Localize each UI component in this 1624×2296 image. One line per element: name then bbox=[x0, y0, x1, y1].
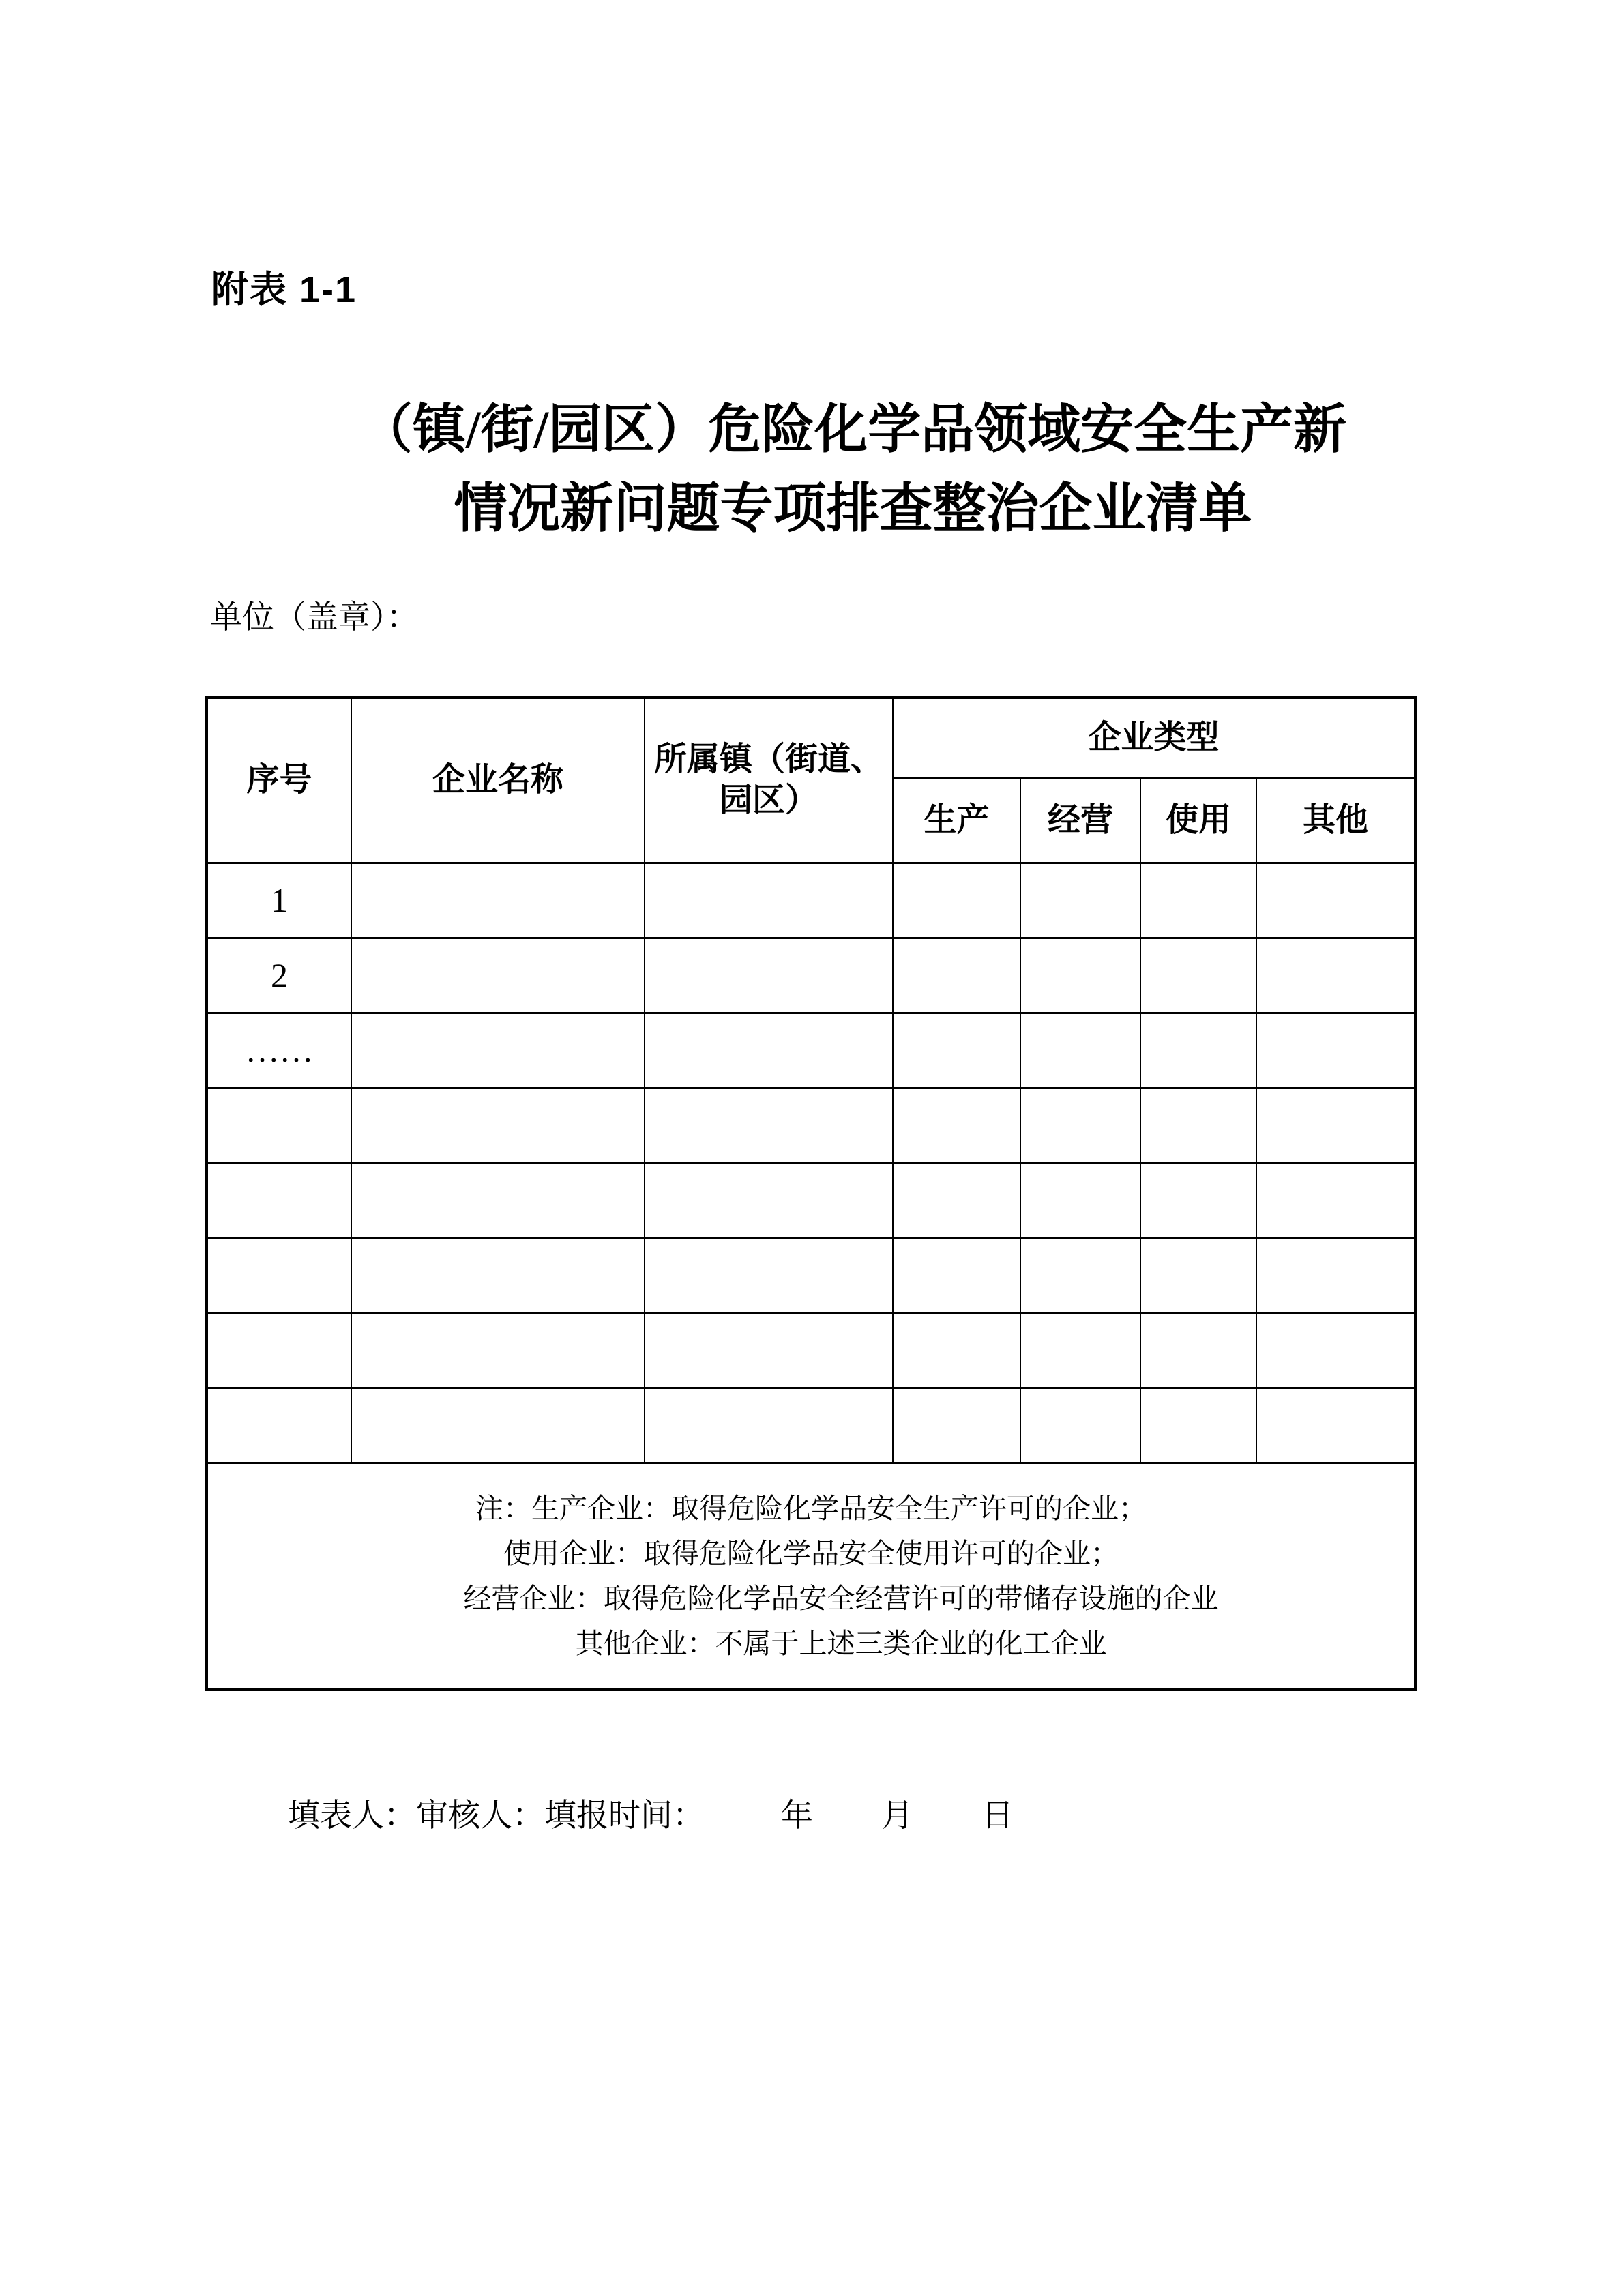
use-cell bbox=[1140, 1238, 1256, 1313]
town-cell bbox=[645, 938, 893, 1013]
use-cell bbox=[1140, 1163, 1256, 1238]
table-row bbox=[207, 1013, 1415, 1088]
operation-cell bbox=[1020, 1313, 1140, 1388]
note-line-3: 经营企业：取得危险化学品安全经营许可的带储存设施的企业 bbox=[463, 1583, 1219, 1615]
other-cell bbox=[1256, 1088, 1415, 1163]
production-cell bbox=[893, 863, 1020, 938]
table-row bbox=[207, 938, 1415, 1013]
table-header-row-1 bbox=[207, 698, 1415, 778]
use-cell bbox=[1140, 1388, 1256, 1463]
header-type-production: 生产 bbox=[893, 778, 1020, 863]
header-type-use: 使用 bbox=[1140, 778, 1256, 863]
use-cell bbox=[1140, 1313, 1256, 1388]
name-cell bbox=[351, 1388, 645, 1463]
note-line-1: 注：生产企业：取得危险化学品安全生产许可的企业； bbox=[475, 1493, 1147, 1525]
town-cell bbox=[645, 1088, 893, 1163]
operation-cell bbox=[1020, 938, 1140, 1013]
production-cell bbox=[893, 938, 1020, 1013]
header-town-line-1: 所属镇（街道、 bbox=[653, 741, 883, 778]
header-enterprise-type: 企业类型 bbox=[893, 698, 1415, 778]
production-cell bbox=[893, 1163, 1020, 1238]
use-cell bbox=[1140, 1013, 1256, 1088]
seq-cell bbox=[207, 1313, 351, 1388]
other-cell bbox=[1256, 1013, 1415, 1088]
table-row bbox=[207, 1238, 1415, 1313]
use-cell bbox=[1140, 938, 1256, 1013]
production-cell bbox=[893, 1013, 1020, 1088]
other-cell bbox=[1256, 1388, 1415, 1463]
header-type-operation: 经营 bbox=[1020, 778, 1140, 863]
operation-cell bbox=[1020, 1088, 1140, 1163]
name-cell bbox=[351, 938, 645, 1013]
title-line-2: 情况新问题专项排查整治企业清单 bbox=[454, 479, 1252, 538]
other-cell bbox=[1256, 1238, 1415, 1313]
town-cell bbox=[645, 1013, 893, 1088]
header-town bbox=[645, 698, 893, 863]
reviewer-label: 审核人： bbox=[416, 1798, 544, 1834]
year-label: 年 bbox=[781, 1798, 813, 1834]
note-line-4: 其他企业：不属于上述三类企业的化工企业 bbox=[575, 1628, 1107, 1660]
name-cell bbox=[351, 1088, 645, 1163]
town-cell bbox=[645, 1238, 893, 1313]
other-cell bbox=[1256, 1163, 1415, 1238]
production-cell bbox=[893, 1088, 1020, 1163]
town-cell bbox=[645, 863, 893, 938]
town-cell bbox=[645, 1313, 893, 1388]
note-row bbox=[207, 1463, 1415, 1690]
table-row bbox=[207, 1088, 1415, 1163]
enterprise-table bbox=[205, 696, 1417, 1691]
production-cell bbox=[893, 1388, 1020, 1463]
table-row bbox=[207, 1388, 1415, 1463]
name-cell bbox=[351, 1163, 645, 1238]
table-row bbox=[207, 1163, 1415, 1238]
seq-cell bbox=[207, 1238, 351, 1313]
other-cell bbox=[1256, 938, 1415, 1013]
date-label: 填报时间： bbox=[544, 1798, 705, 1834]
seq-cell: 1 bbox=[207, 863, 351, 938]
name-cell bbox=[351, 863, 645, 938]
name-cell bbox=[351, 1313, 645, 1388]
town-cell bbox=[645, 1163, 893, 1238]
header-town-line-2: 园区） bbox=[719, 782, 818, 819]
other-cell bbox=[1256, 1313, 1415, 1388]
operation-cell bbox=[1020, 1388, 1140, 1463]
name-cell bbox=[351, 1013, 645, 1088]
header-type-other: 其他 bbox=[1256, 778, 1415, 863]
document-title bbox=[0, 390, 1624, 548]
title-line-1: （镇/街/园区）危险化学品领域安全生产新 bbox=[359, 400, 1347, 459]
table-row bbox=[207, 1313, 1415, 1388]
use-cell bbox=[1140, 1088, 1256, 1163]
attachment-label: 附表 1-1 bbox=[211, 269, 357, 310]
other-cell bbox=[1256, 863, 1415, 938]
month-label: 月 bbox=[881, 1798, 913, 1834]
operation-cell bbox=[1020, 1163, 1140, 1238]
operation-cell bbox=[1020, 863, 1140, 938]
town-cell bbox=[645, 1388, 893, 1463]
note-line-2: 使用企业：取得危险化学品安全使用许可的企业； bbox=[503, 1538, 1119, 1570]
operation-cell bbox=[1020, 1013, 1140, 1088]
use-cell bbox=[1140, 863, 1256, 938]
seq-cell bbox=[207, 1088, 351, 1163]
production-cell bbox=[893, 1238, 1020, 1313]
production-cell bbox=[893, 1313, 1020, 1388]
footer-signature-line bbox=[288, 1795, 1014, 1837]
note-cell bbox=[207, 1463, 1415, 1690]
filler-label: 填表人： bbox=[288, 1798, 416, 1834]
seq-cell: 2 bbox=[207, 938, 351, 1013]
seq-cell bbox=[207, 1163, 351, 1238]
operation-cell bbox=[1020, 1238, 1140, 1313]
day-label: 日 bbox=[981, 1798, 1014, 1834]
unit-seal-label: 单位（盖章）： bbox=[210, 600, 419, 636]
header-enterprise-name: 企业名称 bbox=[351, 698, 645, 863]
seq-cell bbox=[207, 1388, 351, 1463]
header-seq: 序号 bbox=[207, 698, 351, 863]
seq-cell: …… bbox=[207, 1013, 351, 1088]
table-row bbox=[207, 863, 1415, 938]
name-cell bbox=[351, 1238, 645, 1313]
